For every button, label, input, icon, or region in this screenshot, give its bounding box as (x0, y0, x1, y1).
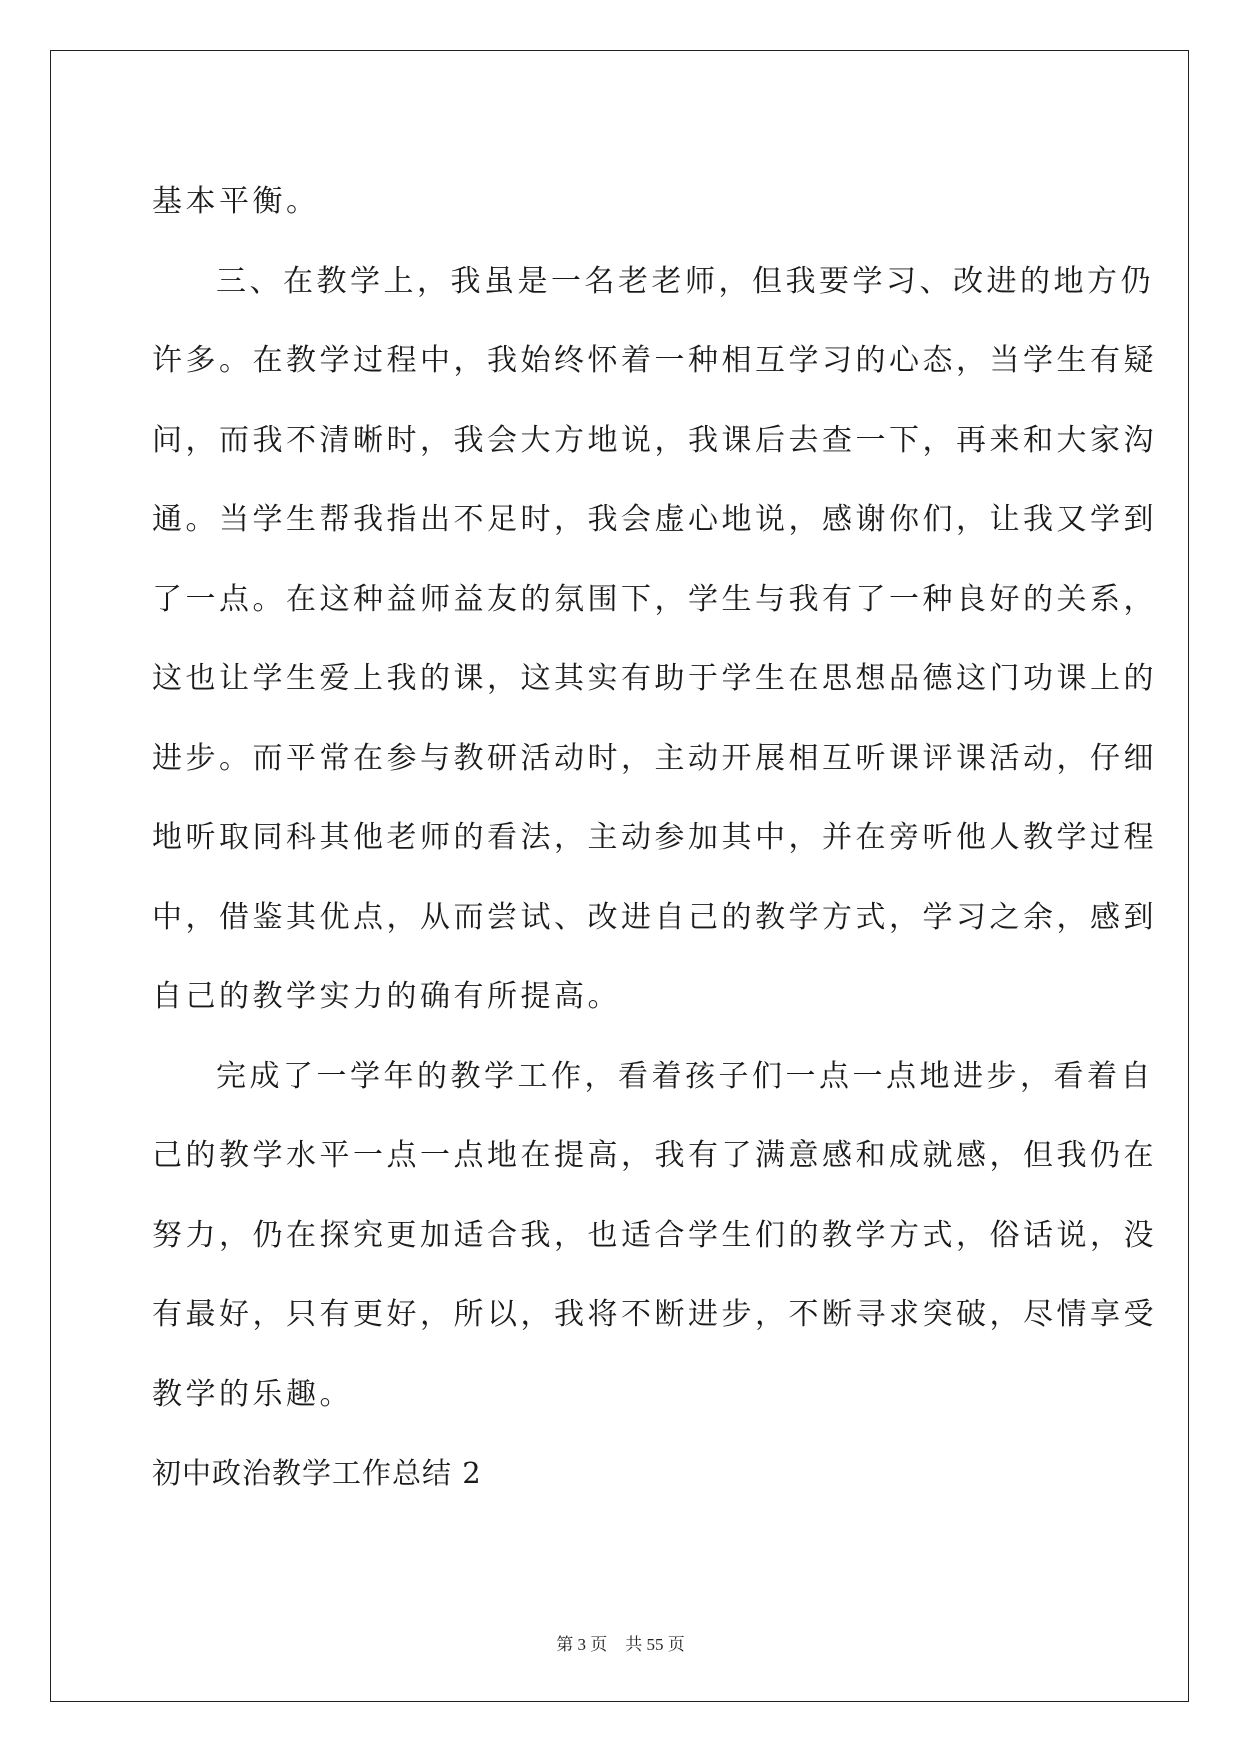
text-line: 自己的教学实力的确有所提高。 (152, 979, 621, 1014)
text-line: 这也让学生爱上我的课，这其实有助于学生在思想品德这门功课上的 (152, 661, 1157, 696)
text-line: 了一点。在这种益师益友的氛围下，学生与我有了一种良好的关系， (152, 581, 1157, 617)
text-line: 通。当学生帮我指出不足时，我会虚心地说，感谢你们，让我又学到 (152, 502, 1157, 537)
page-total: 共 55 页 (625, 1635, 685, 1654)
text-line: 完成了一学年的教学工作，看着孩子们一点一点地进步，看着自 (216, 1058, 1154, 1094)
text-line: 问，而我不清晰时，我会大方地说，我课后去查一下，再来和大家沟 (152, 422, 1157, 458)
text-line: 三、在教学上，我虽是一名老老师，但我要学习、改进的地方仍 (216, 263, 1154, 299)
text-line: 己的教学水平一点一点地在提高，我有了满意感和成就感，但我仍在 (152, 1138, 1157, 1173)
page-number: 第 3 页 (556, 1635, 608, 1654)
section-heading: 初中政治教学工作总结 2 (152, 1456, 482, 1490)
text-line: 教学的乐趣。 (152, 1376, 353, 1412)
text-line: 中，借鉴其优点，从而尝试、改进自己的教学方式，学习之余，感到 (152, 899, 1157, 935)
page-footer (0, 1630, 1241, 1655)
text-line: 基本平衡。 (152, 184, 320, 219)
document-body (152, 162, 1157, 1514)
text-line: 地听取同科其他老师的看法，主动参加其中，并在旁听他人教学过程 (152, 820, 1157, 855)
text-line: 许多。在教学过程中，我始终怀着一种相互学习的心态，当学生有疑 (152, 343, 1157, 378)
text-line: 有最好，只有更好，所以，我将不断进步，不断寻求突破，尽情享受 (152, 1297, 1157, 1332)
text-line: 努力，仍在探究更加适合我，也适合学生们的教学方式，俗话说，没 (152, 1217, 1157, 1253)
text-line: 进步。而平常在参与教研活动时，主动开展相互听课评课活动，仔细 (152, 740, 1157, 776)
